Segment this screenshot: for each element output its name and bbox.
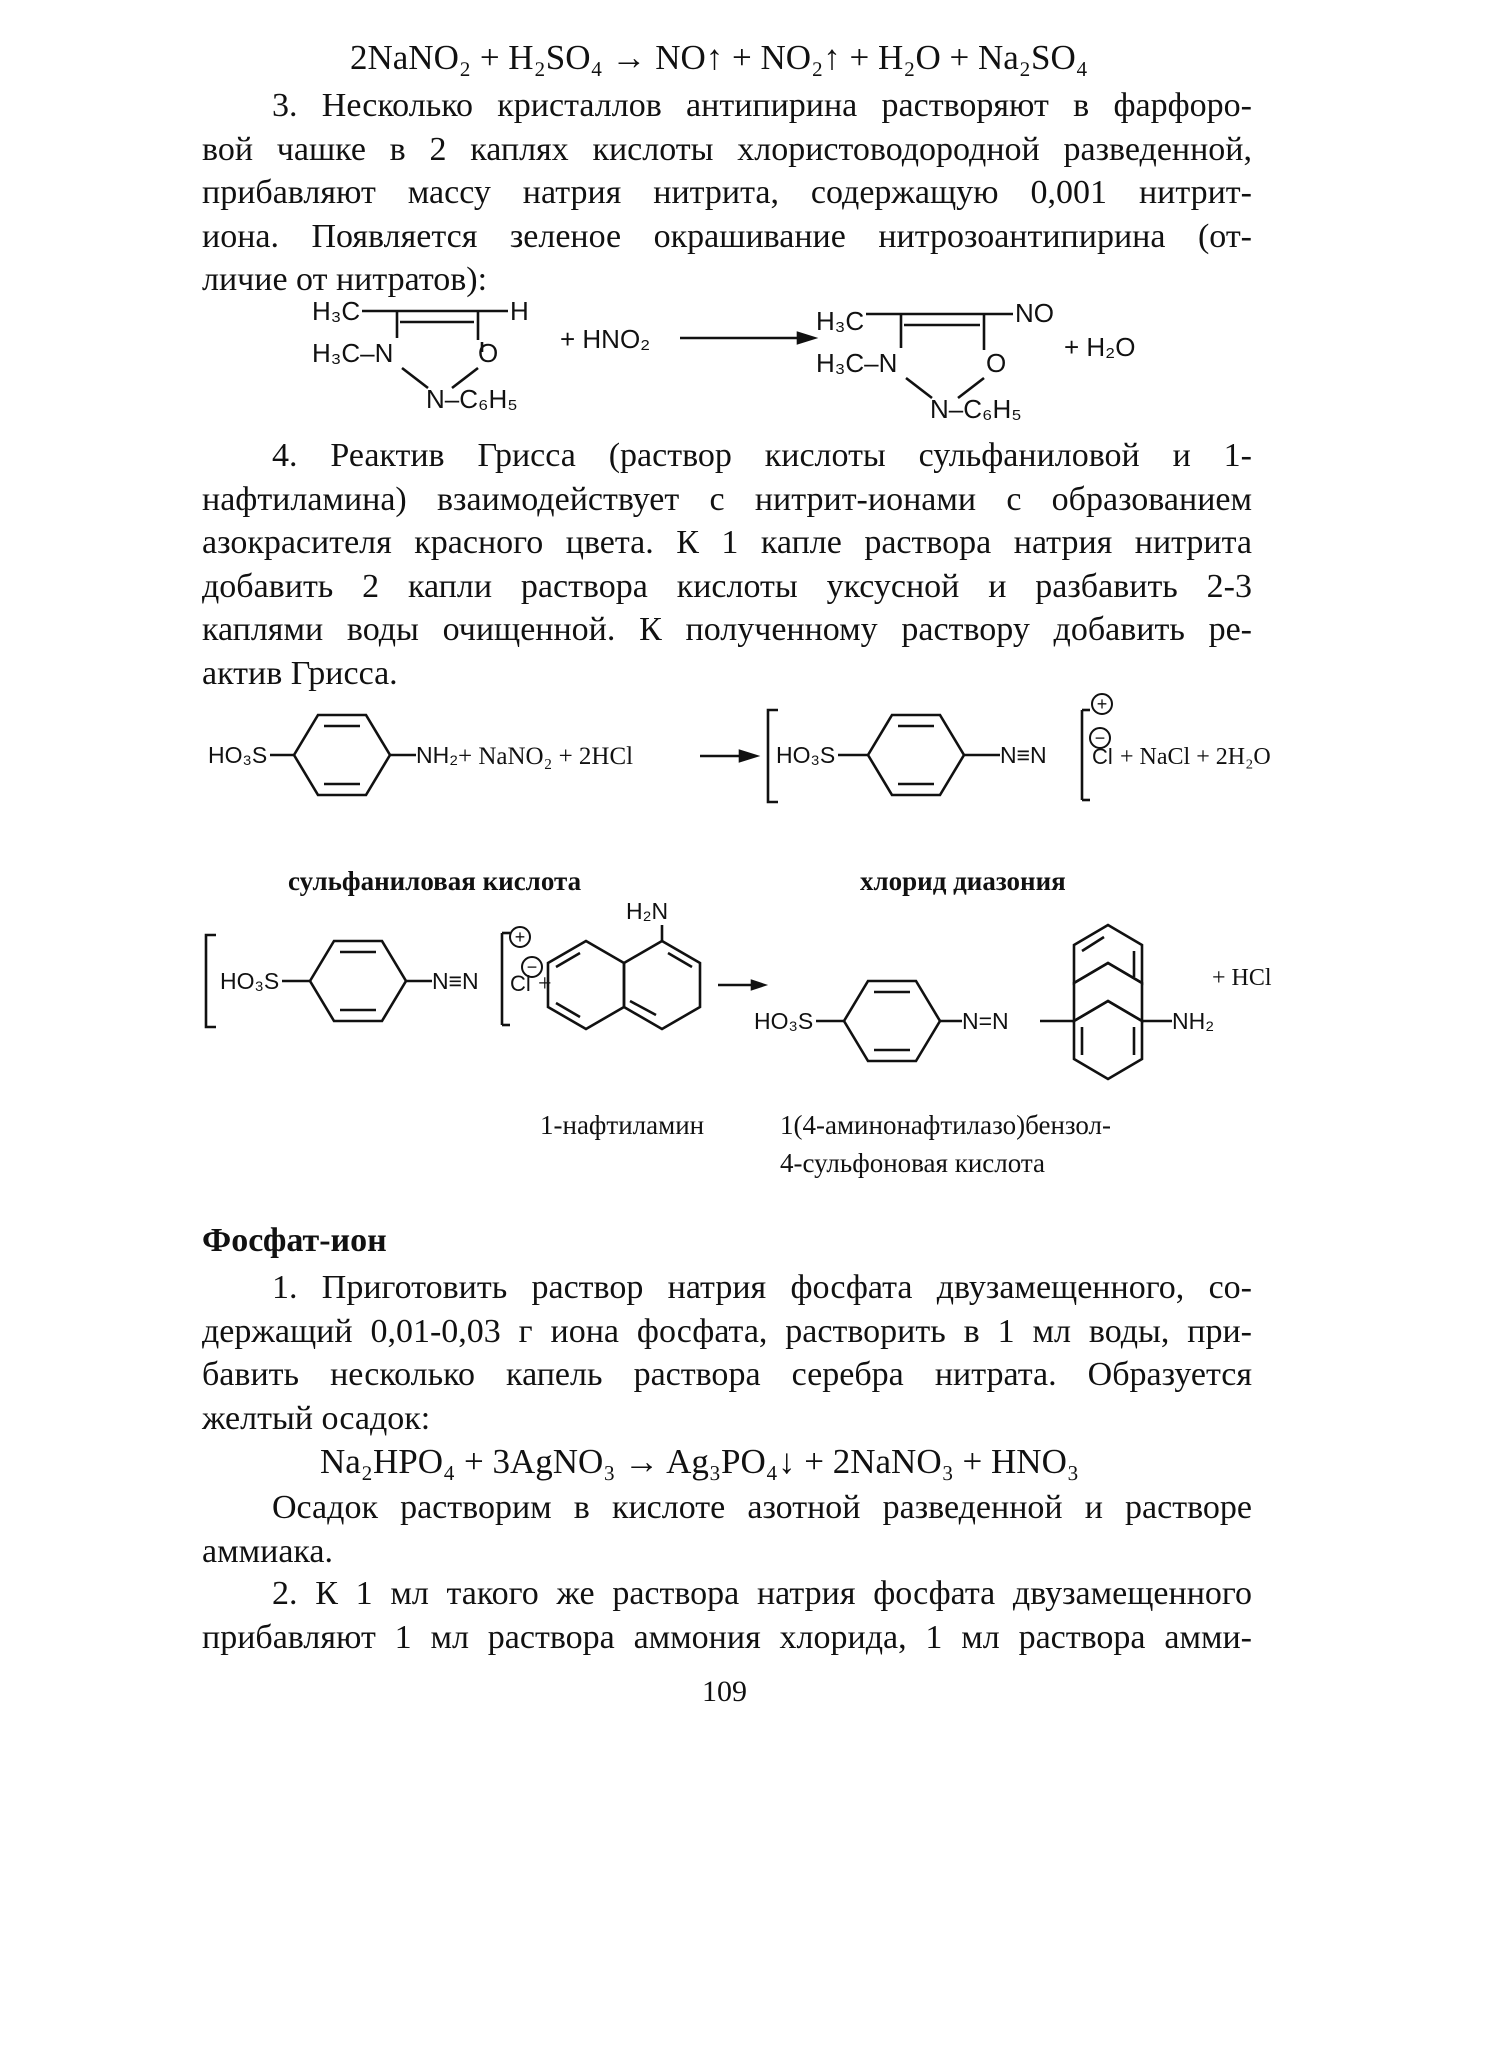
charge-sign: + <box>514 927 526 947</box>
group-ho3s: HO₃S <box>208 742 268 768</box>
naphthalene-ring <box>1074 963 1142 1021</box>
antipyrine-reaction-scheme <box>0 290 1504 430</box>
section-heading-phosphate: Фосфат-ион <box>202 1222 387 1259</box>
text-line: иона. Появляется зеленое окрашивание нитрозоантипирина (от- <box>202 217 1252 255</box>
label-h3c-n: H₃C–N <box>312 338 394 368</box>
text-line: азокрасителя красного цвета. К 1 капле раствора натрия нитрита <box>202 524 1252 561</box>
caption-diazonium-chloride: хлорид диазония <box>860 866 1066 896</box>
paragraph-phosphate-ammonium-test <box>202 1572 1252 1659</box>
label-no: NO <box>1015 298 1054 328</box>
arrow-head <box>752 981 764 989</box>
text-line: добавить 2 капли раствора кислоты уксусной и разбавить 2-3 <box>202 567 1252 605</box>
reagents: + NaNO₂ + 2HCl <box>458 743 634 770</box>
group-ho3s: HO₃S <box>754 1008 814 1034</box>
caption-sulfanilic-acid: сульфаниловая кислота <box>288 866 582 896</box>
antipyrine-structure <box>312 296 529 414</box>
caption-azo-product-line1: 1(4-аминонафтилазо)бензол- <box>780 1110 1112 1140</box>
bond <box>906 378 932 398</box>
label-h3c: H₃C <box>312 296 361 326</box>
naphthalene-ring <box>548 941 624 1029</box>
equation-nitrite-acid: 2NaNO₂ + H₂SO₄ → NO↑ + NO₂↑ + H₂O + Na₂SO₄ <box>350 38 1088 77</box>
text-line: держащий 0,01-0,03 г иона фосфата, растворить в 1 мл воды, при- <box>202 1312 1252 1350</box>
equation-phosphate-silver: Na₂HPO₄ + 3AgNO₃ → Ag₃PO₄↓ + 2NaNO₃ + HNO₃ <box>320 1442 1080 1481</box>
arrow-head <box>798 333 814 343</box>
text-line: Осадок растворим в кислоте азотной разведенной и растворе <box>272 1489 1252 1526</box>
text-line: 4. Реактив Грисса (раствор кислоты сульфаниловой и 1- <box>272 437 1252 474</box>
reagent-hno2: + HNO₂ <box>560 324 651 354</box>
label-oxygen: O <box>478 338 499 368</box>
text-line: прибавляют 1 мл раствора аммония хлорида, 1 мл раствора амми- <box>202 1618 1252 1656</box>
diazo-group: N≡N <box>432 968 479 994</box>
counter-ion-cl: Cl <box>1092 744 1113 769</box>
azo-coupling-scheme <box>0 895 1504 1095</box>
group-ho3s: HO₃S <box>220 968 280 994</box>
label-oxygen: O <box>986 348 1007 378</box>
text-line: каплями воды очищенной. К полученному раствору добавить ре- <box>202 611 1252 648</box>
text-line: аммиака. <box>202 1532 334 1570</box>
text-line: 3. Несколько кристаллов антипирина растворяют в фарфоро- <box>272 87 1252 124</box>
charge-sign: − <box>1094 728 1106 748</box>
naphthalene-ring <box>624 941 700 1029</box>
text-line: актив Грисса. <box>202 654 398 692</box>
plus-sign: + <box>538 971 552 997</box>
text-line: желтый осадок: <box>202 1399 431 1437</box>
text-line: бавить несколько капель раствора серебра нитрата. Образуется <box>202 1356 1252 1393</box>
caption-azo-product-line2: 4-сульфоновая кислота <box>780 1148 1045 1178</box>
paragraph-phosphate-silver-test <box>202 1266 1252 1440</box>
label-n-phenyl: N–C₆H₅ <box>426 384 518 414</box>
paragraph-precipitate-solubility <box>202 1486 1252 1573</box>
text-line: 2. К 1 мл такого же раствора натрия фосфата двузамещенного <box>272 1575 1252 1612</box>
amine-h2n: H₂N <box>626 898 669 924</box>
charge-sign: − <box>526 957 538 977</box>
text-line: прибавляют массу натрия нитрита, содержащую 0,001 нитрит- <box>202 174 1252 211</box>
label-n-phenyl: N–C₆H₅ <box>930 394 1022 424</box>
naphthalene-ring-top <box>1074 925 1142 983</box>
bond <box>402 368 428 388</box>
label-h: H <box>510 296 529 326</box>
paragraph-antipyrine-test <box>202 84 1252 302</box>
text-line: вой чашке в 2 каплях кислоты хлористоводородной разведенной, <box>202 130 1252 168</box>
paragraph-griess-reagent <box>202 434 1252 695</box>
diazotization-scheme <box>0 690 1504 820</box>
nitrosoantipyrine-structure <box>816 298 1054 424</box>
label-h3c: H₃C <box>816 306 865 336</box>
text-line: личие от нитратов): <box>202 261 488 298</box>
byproduct-hcl: + HCl <box>1212 965 1272 991</box>
naphthalene-ring <box>1074 1001 1142 1079</box>
charge-sign: + <box>1096 694 1108 714</box>
amine-nh2: NH₂ <box>1172 1008 1215 1034</box>
byproduct-water: + H₂O <box>1064 332 1136 362</box>
azo-group: N=N <box>962 1008 1009 1034</box>
bracket-left <box>206 935 216 1027</box>
label-h3c-n: H₃C–N <box>816 348 898 378</box>
arrow-head <box>740 751 756 761</box>
caption-1-naphthylamine: 1-нафтиламин <box>540 1110 705 1140</box>
page-number: 109 <box>702 1675 747 1708</box>
text-line: нафтиламина) взаимодействует с нитрит-ионами с образованием <box>202 480 1252 518</box>
byproducts: + NaCl + 2H₂O <box>1120 744 1271 770</box>
amine-nh2: NH₂ <box>416 742 459 768</box>
counter-ion-cl: Cl <box>510 971 531 996</box>
group-ho3s: HO₃S <box>776 742 836 768</box>
text-line: 1. Приготовить раствор натрия фосфата двузамещенного, со- <box>272 1269 1252 1306</box>
diazo-group: N≡N <box>1000 742 1047 768</box>
